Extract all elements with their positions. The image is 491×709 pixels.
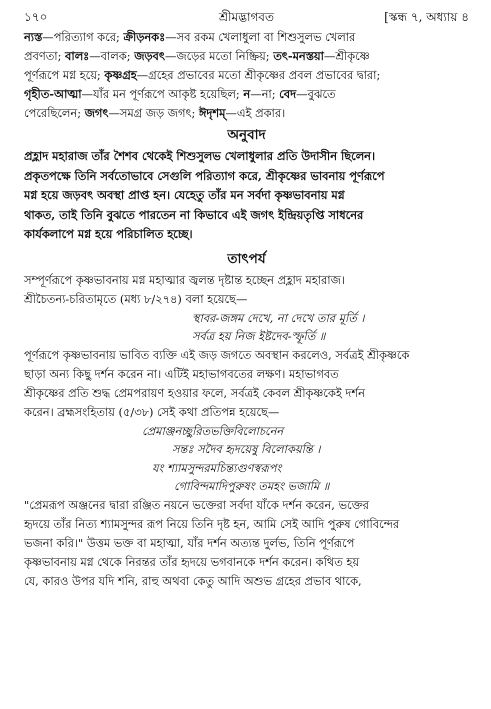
translation-text <box>24 147 469 245</box>
chapter-reference: [স্কন্ধ ৭, অধ্যায় ৪ <box>384 10 469 24</box>
sanskrit-verse <box>24 422 469 496</box>
synonym-meaning: —যাঁর মন পূর্ণরূপে আকৃষ্ট হয়েছিল; <box>81 87 244 101</box>
translation-line: প্রকৃতপক্ষে তিনি সর্বতোভাবে সেগুলি পরিত্যাগ করে, শ্রীকৃষ্ণের ভাবনায় পূর্ণরূপে <box>24 168 385 183</box>
translation-line: থাকত, তাই তিনি বুঝতে পারতেন না কিভাবে এই জগৎ ইন্দ্রিয়তৃপ্তি সাধনের <box>24 207 364 222</box>
purport-line: "প্রেমরূপ অঞ্জনের দ্বারা রঞ্জিত নয়নে ভক্তেরা সর্বদা যাঁকে দর্শন করেন, ভক্তের <box>24 497 369 512</box>
synonym-meaning: প্রবণতা; <box>24 49 66 63</box>
synonym-term: ক্রীড়নকঃ <box>123 30 166 44</box>
translation-line: মগ্ন হয়ে জড়বৎ অবস্থা প্রাপ্ত হন। যেহেতু তাঁর মন সর্বদা কৃষ্ণভাবনায় মগ্ন <box>24 188 345 203</box>
synonym-term: জগৎ <box>84 106 109 120</box>
purport-paragraph <box>24 271 469 309</box>
synonyms-line <box>24 66 469 85</box>
translation-line: প্রহ্লাদ মহারাজ তাঁর শৈশব থেকেই শিশুসুলভ খেলাধুলার প্রতি উদাসীন ছিলেন। <box>24 149 376 163</box>
synonym-term: বালঃ <box>65 49 90 63</box>
purport-paragraph <box>24 496 469 591</box>
synonyms-block <box>24 28 469 123</box>
synonym-meaning: —বালক; <box>89 49 135 63</box>
purport-line: শ্রীকৃষ্ণের প্রতি শুদ্ধ প্রেমপরায়ণ হওয়ার ফলে, সর্বত্রই কেবল শ্রীকৃষ্ণকেই দর্শন <box>24 385 365 400</box>
synonym-term: তৎ-মনস্তয়া <box>273 49 324 63</box>
purport-line: হৃদয়ে তাঁর নিত্য শ্যামসুন্দর রূপ নিয়ে তিনি দৃষ্ট হন, আমি সেই আদি পুরুষ গোবিন্দের <box>24 516 400 531</box>
verse-line: স্থাবর-জঙ্গম দেখে, না দেখে তার মূর্তি । <box>192 310 365 325</box>
synonym-term: ন <box>243 87 251 101</box>
page-header <box>24 6 469 28</box>
purport-paragraph <box>24 346 469 422</box>
synonym-meaning: —পরিত্যাগ করে; <box>42 30 124 44</box>
translation-line: কার্যকলাপে মগ্ন হয়ে পরিচালিত হচ্ছে। <box>24 227 193 242</box>
synonym-term: কৃষ্ণগ্রহ <box>104 68 137 82</box>
purport-line: যে, কারও উপর যদি শনি, রাহু অথবা কেতু আদি অশুভ গ্রহের প্রভাব থাকে, <box>24 573 362 588</box>
book-title: শ্রীমদ্ভাগবত <box>218 10 274 24</box>
synonym-meaning: পেরেছিলেন; <box>24 106 85 120</box>
purport-line: পূর্ণরূপে কৃষ্ণভাবনায় ভাবিত ব্যক্তি এই জড় জগতে অবস্থান করলেও, সর্বত্রই শ্রীকৃষ্ণকে <box>24 347 410 362</box>
purport-line: সম্পূর্ণরূপে কৃষ্ণভাবনায় মগ্ন মহাত্মার জ্বলন্ত দৃষ্টান্ত হচ্ছেন প্রহ্লাদ মহারাজ। <box>24 272 345 287</box>
synonym-meaning: —গ্রহের প্রভাবের মতো শ্রীকৃষ্ণের প্রবল প্রভাবের দ্বারা; <box>136 68 381 82</box>
translation-heading: অনুবাদ <box>227 127 266 143</box>
purport-line: কৃষ্ণভাবনায় মগ্ন থেকে নিরন্তর তাঁর হৃদয়ে ভগবানকে দর্শন করেন। কথিত হয় <box>24 554 360 569</box>
purport-line: শ্রীচৈতন্য-চরিতামৃতে (মধ্য ৮/২৭৪) বলা হয়েছে— <box>24 291 248 306</box>
purport-heading: তাৎপর্য <box>227 250 266 267</box>
quoted-verse <box>24 309 469 346</box>
synonym-term: গৃহীত-আত্মা <box>24 87 82 101</box>
verse-line: গোবিন্দমাদিপুরুষং তমহং ভজামি ॥ <box>174 479 330 494</box>
synonym-meaning: —সব রকম খেলাধুলা বা শিশুসুলভ খেলার <box>165 30 356 44</box>
synonyms-line <box>24 28 469 47</box>
synonym-meaning: —না; <box>250 87 280 101</box>
page-number: ১৭০ <box>24 10 48 24</box>
synonym-term: জড়বৎ <box>134 49 165 63</box>
verse-line: সন্তঃ সদৈব হৃদয়েষু বিলোকয়ন্তি । <box>172 442 321 457</box>
purport-line: করেন। ব্রহ্মসংহিতায় (৫/৩৮) সেই কথা প্রতিপন্ন হয়েছে— <box>24 404 280 419</box>
synonym-meaning: পূর্ণরূপে মগ্ন হয়ে; <box>24 68 105 82</box>
synonym-meaning: —এই প্রকার। <box>225 106 286 120</box>
synonym-meaning: —বুঝতে <box>296 87 336 101</box>
verse-line: যং শ্যামসুন্দরমচিন্ত্যগুণস্বরূপং <box>152 460 282 475</box>
synonym-meaning: —জড়ের মতো নিষ্ক্রিয়; <box>164 49 274 63</box>
synonym-term: ঈদৃশম্ <box>198 106 226 120</box>
synonyms-line <box>24 47 469 66</box>
verse-line: প্রেমাঞ্জনচ্ছুরিতভক্তিবিলোচনেন <box>142 423 284 438</box>
verse-line: সর্বত্র হয় নিজ ইষ্টদেব-স্ফূর্তি ॥ <box>192 329 326 344</box>
purport-line: ছাড়া অন্য কিছু দর্শন করেন না। এটিই মহাভাগবতের লক্ষণ। মহাভাগবত <box>24 366 339 381</box>
purport-line: ভজনা করি।" উত্তম ভক্ত বা মহাত্মা, যাঁর দর্শন অত্যন্ত দুর্লভ, তিনি পূর্ণরূপে <box>24 535 355 550</box>
synonyms-line <box>24 85 469 104</box>
synonym-term: ন্যস্ত <box>24 30 43 44</box>
synonym-term: বেদ <box>279 87 297 101</box>
synonym-meaning: —শ্রীকৃষ্ণে <box>323 49 370 63</box>
synonym-meaning: —সমগ্র জড় জগৎ; <box>108 106 199 120</box>
synonyms-line <box>24 104 469 123</box>
